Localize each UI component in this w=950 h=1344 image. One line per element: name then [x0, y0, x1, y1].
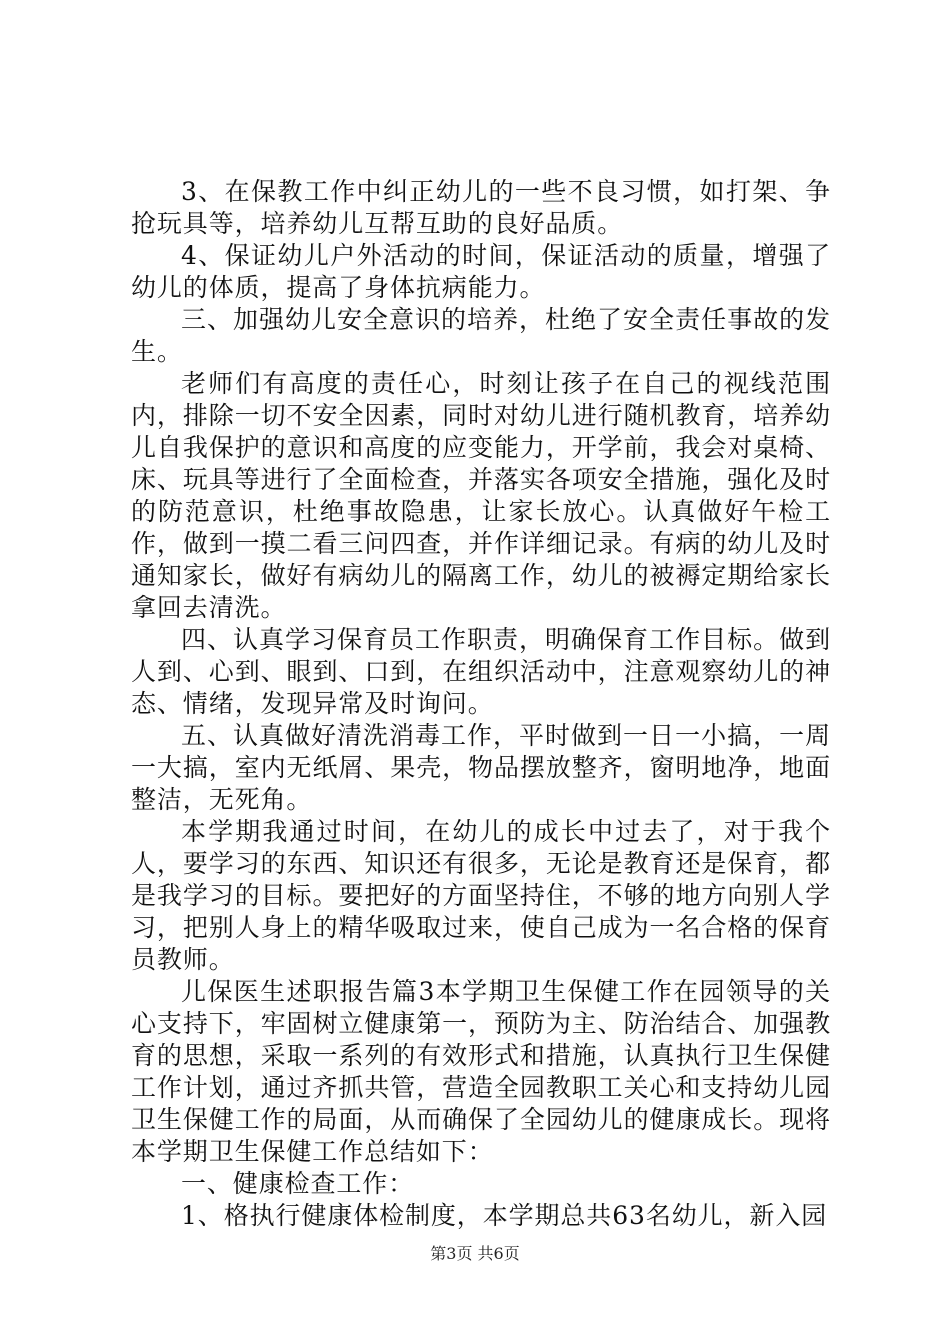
paragraph-3: 三、加强幼儿安全意识的培养，杜绝了安全责任事故的发生。: [131, 305, 831, 366]
paragraph-2: 4、保证幼儿户外活动的时间，保证活动的质量，增强了幼儿的体质，提高了身体抗病能力。: [131, 241, 831, 302]
document-body: [131, 176, 831, 1232]
paragraph-1: 3、在保教工作中纠正幼儿的一些不良习惯，如打架、争抢玩具等，培养幼儿互帮互助的良好品质。: [131, 177, 831, 238]
paragraph-10: 1、格执行健康体检制度，本学期总共63名幼儿，新入园: [181, 1201, 828, 1230]
paragraph-5: 四、认真学习保育员工作职责，明确保育工作目标。做到人到、心到、眼到、口到，在组织活动中，注意观察幼儿的神态、情绪，发现异常及时询问。: [131, 625, 831, 718]
paragraph-6: 五、认真做好清洗消毒工作，平时做到一日一小搞，一周一大搞，室内无纸屑、果壳，物品摆放整齐，窗明地净，地面整洁，无死角。: [131, 721, 831, 814]
paragraph-7: 本学期我通过时间，在幼儿的成长中过去了，对于我个人，要学习的东西、知识还有很多，无论是教育还是保育，都是我学习的目标。要把好的方面坚持住，不够的地方向别人学习，把别人身上的精华吸取过来，使自己成为一名合格的保育员教师。: [131, 817, 831, 974]
page-footer: 第3页 共6页: [430, 1244, 520, 1263]
paragraph-4: 老师们有高度的责任心，时刻让孩子在自己的视线范围内，排除一切不安全因素，同时对幼儿进行随机教育，培养幼儿自我保护的意识和高度的应变能力，开学前，我会对桌椅、床、玩具等进行了全面检查，并落实各项安全措施，强化及时的防范意识，杜绝事故隐患，让家长放心。认真做好午检工作，做到一摸二看三问四查，并作详细记录。有病的幼儿及时通知家长，做好有病幼儿的隔离工作，幼儿的被褥定期给家长拿回去清洗。: [131, 369, 831, 622]
paragraph-9: 一、健康检查工作：: [181, 1169, 415, 1198]
paragraph-8: 儿保医生述职报告篇3本学期卫生保健工作在园领导的关心支持下，牢固树立健康第一，预防为主、防治结合、加强教育的思想，采取一系列的有效形式和措施，认真执行卫生保健工作计划，通过齐抓共管，营造全园教职工关心和支持幼儿园卫生保健工作的局面，从而确保了全园幼儿的健康成长。现将本学期卫生保健工作总结如下：: [131, 977, 831, 1166]
